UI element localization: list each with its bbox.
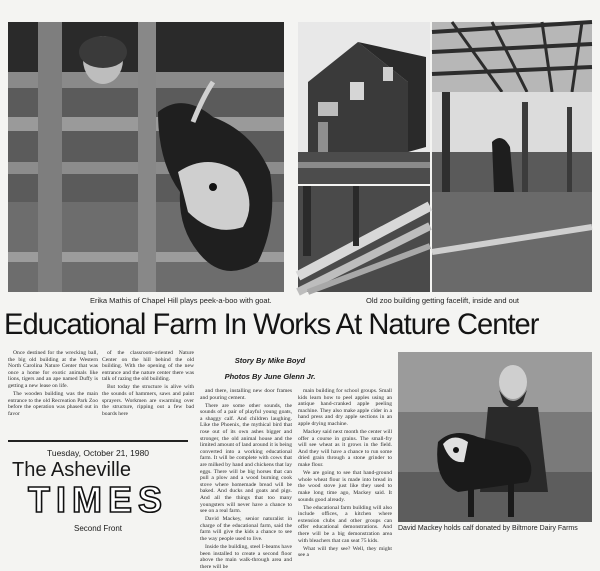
article-paragraph: David Mackey, senior naturalist in charge of the educational farm, said the farm will give the kids a chance to see the way people used to live. (200, 516, 292, 543)
article-paragraph: What will they see? Well, they might see a (298, 545, 392, 559)
article-column-2 (102, 350, 194, 440)
article-paragraph: The wooden building was the main entrance to the old Recreation Park Zoo before the operation was phased out in favor (8, 391, 98, 417)
article-paragraph: Once destined for the wrecking ball, the big old building at the Western North Carolina Nature Center that was once a home for exotic animals like lions, tigers and an ape named Duffy is getting a new lease on life. (8, 350, 98, 389)
article-paragraph: Inside the building, steel I-beams have been installed to create a second floor above the main walk-through area and there will be (200, 544, 292, 570)
photo-byline: Photos By June Glenn Jr. (224, 372, 316, 381)
article-paragraph: main building for school groups. Small kids learn how to peel apples using an antique hand-cranked apple peeling machine. They also make apple cider in a hand press and dry apple sections in an apple drying machine. (298, 388, 392, 427)
article-paragraph: The educational farm building will also include offices, a kitchen where extension clubs and other groups can offer educational demonstrations. And there will be a big demonstration area with bleachers that can seat 75 kids. (298, 504, 392, 544)
newspaper-masthead (8, 440, 188, 538)
building-photo-caption: Old zoo building getting facelift, inside and out (366, 296, 520, 305)
headline: Educational Farm In Works At Nature Center (4, 308, 539, 341)
goat-photo (8, 22, 284, 292)
building-interior-photo (432, 22, 592, 292)
calf-photo-caption: David Mackey holds calf donated by Biltmore Dairy Farms (398, 525, 578, 532)
article-column-4 (298, 388, 392, 559)
article-column-1 (8, 350, 98, 440)
building-exterior-photo (298, 22, 430, 184)
article-paragraph: and there, installing new door frames and pouring cement. (200, 388, 292, 401)
article-paragraph: There are some other sounds, the sounds of a pair of playful young goats, a shaggy calf. And children laughing. Like the Phoenix, the mythical bird that rose out of its own ashes bigger and stronger, the old animal house and the limited amount of land around it is being converted into a working educational farm. It will be complete with cows that are milked by hand and chickens that lay eggs. There will be big horses that can pull a plow and a wood burning cook stove where homemade bread will be baked. And ducks and goats and pigs. And all the things that too many youngsters will never have a chance to see on a real farm. (200, 402, 292, 515)
article-column-3 (200, 388, 292, 570)
lumber-photo (298, 186, 430, 292)
publication-date: Tuesday, October 21, 1980 (46, 448, 150, 458)
newspaper-name: The Asheville (12, 459, 131, 481)
article-paragraph: But today the structure is alive with the sounds of hammers, saws and paint sprayers. Workmen are swarming over the structure, ripping out a few bad boards here (102, 384, 194, 417)
article-paragraph: We are going to see that hand-ground whole wheat flour is made into bread in the wood stove just like they used to make long time ago, Mackey said. It sounds good already. (298, 470, 392, 503)
calf-photo (398, 352, 592, 522)
newspaper-title: TIMES (27, 479, 168, 520)
goat-photo-caption: Erika Mathis of Chapel Hill plays peek-a-boo with goat. (90, 296, 272, 305)
article-paragraph: Mackey said next month the center will offer a course in grains. The small-fry will see wheat as it grows in the field. And they will have a chance to run some dried grain through a stone grinder to make flour. (298, 429, 392, 469)
story-byline: Story By Mike Boyd (234, 356, 306, 365)
article-paragraph: of the classroom-oriented Nature Center on the hill behind the old building. With the opening of the new entrance and the nature center there was talk of razing the old building. (102, 350, 194, 383)
section-name: Second Front (73, 524, 123, 533)
